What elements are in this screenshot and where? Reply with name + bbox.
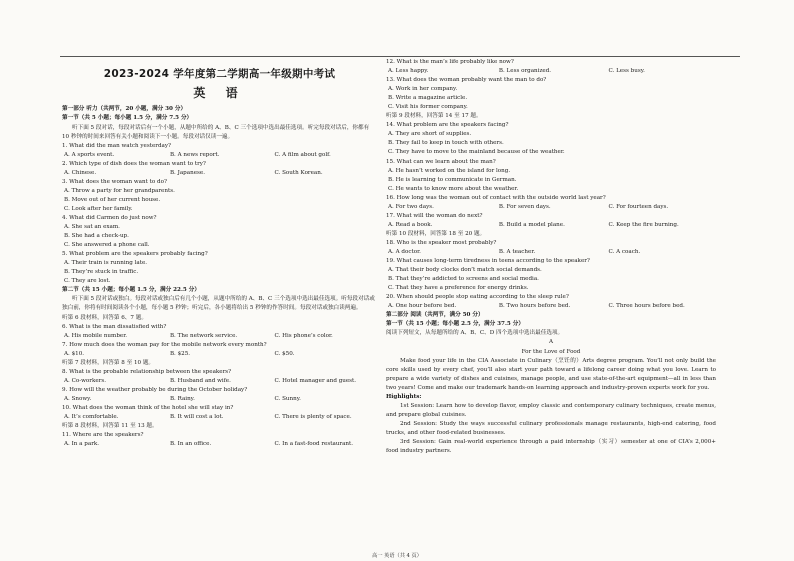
- exam-title: 2023-2024 学年度第二学期高一年级期中考试: [103, 68, 336, 80]
- option-text: B. Build a model plane.: [498, 221, 565, 228]
- option-text: B. Rainy.: [169, 395, 195, 402]
- option-text: C. That they have a preference for energy drinks.: [388, 285, 529, 292]
- question-text: 1. What did the man watch yesterday?: [62, 142, 172, 149]
- option-text: A. A sports event.: [64, 151, 115, 158]
- option-text: B. Move out of her current house.: [64, 196, 161, 203]
- passage-paragraph: 2nd Session: Study the ways successful culinary professionals manage restaurants, high-end catering, food trucks, and other food-related businesses.: [386, 420, 716, 436]
- options-row: [386, 203, 716, 212]
- option-text: A. She sat an exam.: [64, 224, 120, 231]
- option-text: A. Co-workers.: [64, 377, 106, 384]
- question-text: 3. What does the woman want to do?: [62, 178, 167, 185]
- question-text: 阅读下列短文，从每题所给的 A、B、C、D 四个选项中选出最佳选项。: [386, 330, 564, 337]
- passage-paragraph: 1st Session: Learn how to develop flavor, employ classic and contemporary culinary techniques, create menus, and prepare global cuisines.: [386, 402, 716, 418]
- question-text: 7. How much does the woman pay for the mobile network every month?: [62, 341, 267, 348]
- option-text: C. Less busy.: [608, 68, 645, 75]
- options-row: [386, 67, 716, 76]
- right-column-body: [386, 58, 716, 456]
- options-row: [62, 413, 377, 422]
- option-text: A. It’s comfortable.: [64, 414, 119, 421]
- left-column: [62, 58, 377, 449]
- options-row: [62, 377, 377, 386]
- option-text: C. Hotel manager and guest.: [274, 377, 357, 384]
- section-heading: 第二部分 阅读（共两节，满分 50 分）: [386, 312, 484, 319]
- left-column-body: [62, 105, 377, 449]
- option-text: C. A film about golf.: [274, 151, 331, 158]
- option-text: C. He wants to know more about the weather.: [388, 185, 519, 192]
- top-rule: [60, 56, 740, 57]
- option-text: C. His phone’s color.: [274, 332, 333, 339]
- question-text: 19. What causes long-term tiredness in teens according to the speaker?: [386, 258, 590, 265]
- question-text: 17. What will the woman do next?: [386, 212, 483, 219]
- option-text: B. It will cost a lot.: [169, 414, 224, 421]
- options-row: [386, 221, 716, 230]
- option-text: C. South Korean.: [274, 169, 323, 176]
- option-text: B. He is learning to communicate in German.: [388, 176, 517, 183]
- question-text: 16. How long was the woman out of contact with the outside world last year?: [386, 194, 606, 201]
- options-row: [386, 248, 716, 257]
- option-text: B. In an office.: [169, 441, 212, 448]
- option-text: A. He hasn’t worked on the island for long.: [388, 167, 511, 174]
- question-text: 18. Who is the speaker most probably?: [386, 239, 497, 246]
- option-text: C. They are lost.: [64, 278, 111, 285]
- option-text: B. A teacher.: [498, 248, 536, 255]
- option-text: C. Look after her family.: [64, 205, 133, 212]
- option-text: C. In a fast-food restaurant.: [274, 441, 354, 448]
- question-text: 5. What problem are the speakers probably facing?: [62, 251, 208, 258]
- option-text: A. His mobile number.: [64, 332, 128, 339]
- passage-paragraph: Make food your life in the CIA Associate in Culinary（烹饪的）Arts degree program. You’ll not only build the core skills used by every chef, you’ll also start your path toward a lifelong career doing what you love. Learn to prepare a wide variety of dishes and cuisines, manage people, and use state-of-the-art equipment—all in less than two years! Come and make our trademark hands-on learning approach and industry-proven experts work for you.: [386, 357, 716, 391]
- option-text: B. She had a check-up.: [64, 233, 129, 240]
- option-text: B. That they’re addicted to screens and social media.: [388, 276, 539, 283]
- question-text: 20. When should people stop eating according to the sleep rule?: [386, 294, 569, 301]
- option-text: A. Less happy.: [388, 68, 429, 75]
- section-heading: 第一节（共 5 小题；每小题 1.5 分，满分 7.5 分）: [62, 115, 193, 122]
- question-text: 11. Where are the speakers?: [62, 432, 144, 439]
- question-text: 听第 9 段材料，回答第 14 至 17 题。: [386, 113, 482, 120]
- option-text: A. $10.: [64, 350, 85, 357]
- option-text: B. They fail to keep in touch with others.: [388, 140, 504, 147]
- options-row: [62, 151, 377, 160]
- question-text: 14. What problem are the speakers facing?: [386, 122, 509, 129]
- passage-heading: A: [548, 339, 554, 346]
- question-text: 2. Which type of dish does the woman want to try?: [62, 160, 206, 167]
- option-text: B. A news report.: [169, 151, 220, 158]
- option-text: A. A doctor.: [388, 248, 421, 255]
- section-heading: 第一部分 听力（共两节，20 小题，满分 30 分）: [62, 106, 187, 113]
- options-row: [62, 350, 377, 359]
- option-text: B. For seven days.: [498, 203, 551, 210]
- option-text: A. That their body clocks don’t match social demands.: [388, 267, 542, 274]
- option-text: B. Husband and wife.: [169, 377, 231, 384]
- option-text: C. Visit his former company.: [388, 104, 468, 111]
- question-text: 9. How will the weather probably be during the October holiday?: [62, 386, 248, 393]
- question-text: 12. What is the man’s life probably like now?: [386, 59, 514, 65]
- options-row: [62, 395, 377, 404]
- section-heading: 第一节（共 15 小题；每小题 2.5 分，满分 37.5 分）: [386, 321, 524, 328]
- option-text: B. They’re stuck in traffic.: [64, 269, 139, 276]
- question-text: 听第 10 段材料，回答第 18 至 20 题。: [386, 230, 486, 237]
- instruction-paragraph: 听下面 5 段对话或独白。每段对话或独白后有几个小题，从题中所给的 A、B、C 三个选项中选出最佳选项。听每段对话或独白前，你将有时间阅读各个小题，每小题 5 秒钟；听完后，各小题将给出 5 秒钟的作答时间。每段对话或独白读两遍。: [62, 296, 375, 312]
- option-text: A. In a park.: [64, 441, 100, 448]
- option-text: C. She answered a phone call.: [64, 242, 150, 249]
- option-text: C. They have to move to the mainland because of the weather.: [388, 149, 565, 156]
- question-text: 15. What can we learn about the man?: [386, 158, 496, 165]
- option-text: A. For two days.: [388, 203, 434, 210]
- instruction-paragraph: 听下面 5 段对话，每段对话后有一个小题，从题中所给的 A、B、C 三个选项中选出最佳选项。听完每段对话后，你都有 10 秒钟的时间来回答有关小题和阅读下一小题。每段对话仅读一遍。: [62, 124, 370, 140]
- option-text: A. Their train is running late.: [64, 260, 148, 267]
- option-text: C. $50.: [274, 350, 295, 357]
- option-text: A. Read a book.: [388, 221, 433, 228]
- right-column: [386, 58, 716, 456]
- passage-heading: For the Love of Food: [521, 348, 581, 355]
- option-text: C. A coach.: [608, 248, 641, 255]
- option-text: A. Snowy.: [64, 395, 92, 402]
- option-text: B. Japanese.: [169, 169, 205, 176]
- options-row: [62, 169, 377, 178]
- question-text: 8. What is the probable relationship between the speakers?: [62, 368, 232, 375]
- option-text: A. Throw a party for her grandparents.: [64, 187, 175, 194]
- option-text: C. For fourteen days.: [608, 203, 669, 210]
- options-row: [386, 302, 716, 311]
- section-heading: 第二节（共 15 小题；每小题 1.5 分，满分 22.5 分）: [62, 287, 200, 294]
- question-text: 听第 6 段材料，回答第 6、7 题。: [62, 314, 147, 321]
- option-text: C. Keep the fire burning.: [608, 221, 679, 228]
- option-text: B. $25.: [169, 350, 191, 357]
- subject-title: 英 语: [193, 86, 246, 100]
- question-text: 听第 8 段材料，回答第 11 至 13 题。: [62, 423, 158, 430]
- option-text: B. The network service.: [169, 332, 238, 339]
- option-text: B. Two hours before bed.: [498, 303, 571, 310]
- passage-paragraph: 3rd Session: Gain real-world experience through a paid internship（实习）semester at one of CIA’s 2,000+ food industry partners.: [386, 438, 716, 455]
- option-text: A. One hour before bed.: [388, 303, 457, 310]
- question-text: 4. What did Carmen do just now?: [62, 215, 157, 221]
- option-text: C. There is plenty of space.: [274, 414, 352, 421]
- section-heading: Highlights:: [386, 393, 422, 400]
- question-text: 6. What is the man dissatisfied with?: [62, 323, 167, 330]
- question-text: 听第 7 段材料，回答第 8 至 10 题。: [62, 359, 155, 366]
- page-footer: 高一 英语（共 4 页）: [372, 553, 422, 559]
- options-row: [62, 332, 377, 341]
- options-row: [62, 440, 377, 449]
- option-text: C. Sunny.: [274, 395, 301, 402]
- option-text: A. They are short of supplies.: [388, 131, 472, 138]
- question-text: 13. What does the woman probably want the man to do?: [386, 77, 547, 84]
- option-text: C. Three hours before bed.: [608, 303, 685, 310]
- option-text: A. Chinese.: [64, 169, 97, 176]
- option-text: B. Write a magazine article.: [388, 95, 468, 102]
- option-text: A. Work in her company.: [388, 86, 458, 93]
- option-text: B. Less organized.: [498, 68, 552, 75]
- question-text: 10. What does the woman think of the hotel she will stay in?: [62, 404, 234, 411]
